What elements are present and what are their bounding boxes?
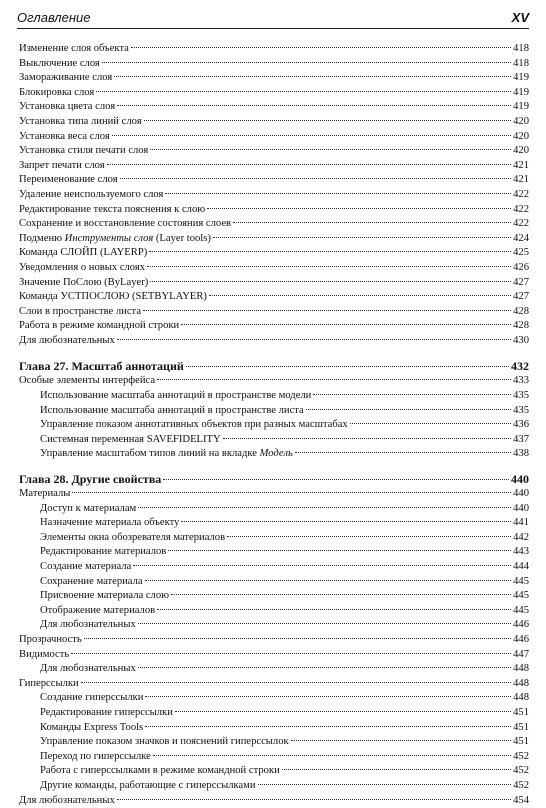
toc-entry-title: Использование масштаба аннотаций в пространстве модели xyxy=(40,389,311,404)
toc-entry[interactable] xyxy=(19,261,529,276)
toc-entry[interactable] xyxy=(19,217,529,232)
toc-entry[interactable] xyxy=(19,144,529,159)
toc-chapter-28[interactable] xyxy=(19,471,529,487)
leader-dots xyxy=(227,536,511,537)
page-number: 445 xyxy=(513,589,529,604)
toc-entry[interactable] xyxy=(19,290,529,305)
leader-dots xyxy=(181,324,511,325)
toc-entry[interactable] xyxy=(19,648,529,663)
page-number: 442 xyxy=(513,531,529,546)
toc-entry[interactable] xyxy=(19,246,529,261)
toc-entry-title: Управление показом значков и пояснений гиперссылок xyxy=(40,735,289,750)
leader-dots xyxy=(168,550,511,551)
toc-entry[interactable] xyxy=(19,618,529,633)
toc-entry-title: Сохранение и восстановление состояния слоев xyxy=(19,217,231,232)
toc-section-properties xyxy=(19,487,529,808)
toc-entry[interactable] xyxy=(19,71,529,86)
leader-dots xyxy=(120,178,512,179)
leader-dots xyxy=(150,149,511,150)
leader-dots xyxy=(258,784,512,785)
toc-entry[interactable] xyxy=(19,188,529,203)
toc-entry-title: Для любознательных xyxy=(40,662,136,677)
page-number: 435 xyxy=(513,389,529,404)
page-number: 421 xyxy=(513,173,529,188)
leader-dots xyxy=(117,105,511,106)
page-number: 445 xyxy=(513,575,529,590)
toc-entry[interactable] xyxy=(19,42,529,57)
toc-entry-title: Доступ к материалам xyxy=(40,502,136,517)
page-number: 420 xyxy=(513,130,529,145)
leader-dots xyxy=(165,193,511,194)
toc-entry-title: Переименование слоя xyxy=(19,173,118,188)
toc-entry-title: Установка типа линий слоя xyxy=(19,115,142,130)
toc-entry[interactable] xyxy=(19,447,529,462)
toc-entry[interactable] xyxy=(19,100,529,115)
toc-entry-title: Установка цвета слоя xyxy=(19,100,115,115)
page-number: 427 xyxy=(513,276,529,291)
leader-dots xyxy=(138,623,511,624)
toc-entry[interactable] xyxy=(19,502,529,517)
page-number: 427 xyxy=(513,290,529,305)
page-number: 446 xyxy=(513,618,529,633)
page-number: 420 xyxy=(513,115,529,130)
leader-dots xyxy=(138,667,511,668)
leader-dots xyxy=(282,769,511,770)
toc-entry[interactable] xyxy=(19,389,529,404)
toc-entry[interactable] xyxy=(19,203,529,218)
toc-entry-title: Создание гиперссылки xyxy=(40,691,143,706)
toc-entry[interactable] xyxy=(19,232,529,247)
toc-entry[interactable] xyxy=(19,57,529,72)
toc-entry-title: Выключение слоя xyxy=(19,57,100,72)
toc-entry-title: Видимость xyxy=(19,648,69,663)
toc-entry[interactable] xyxy=(19,159,529,174)
chapter-title: Глава 27. Масштаб аннотаций xyxy=(19,358,184,374)
toc-entry-title: Запрет печати слоя xyxy=(19,159,105,174)
page-number: 440 xyxy=(513,487,529,502)
leader-dots xyxy=(131,47,511,48)
page-number: 446 xyxy=(513,633,529,648)
page-number: 448 xyxy=(513,677,529,692)
toc-entry-title: Прозрачность xyxy=(19,633,82,648)
table-of-contents xyxy=(19,42,529,808)
page-number: 445 xyxy=(513,604,529,619)
toc-entry[interactable] xyxy=(19,545,529,560)
toc-chapter-27[interactable] xyxy=(19,358,529,374)
leader-dots xyxy=(163,479,509,480)
page-number: 428 xyxy=(513,319,529,334)
page-number: 420 xyxy=(513,144,529,159)
toc-entry-title: Элементы окна обозревателя материалов xyxy=(40,531,225,546)
toc-entry-title: Управление показом аннотативных объектов при разных масштабах xyxy=(40,418,348,433)
leader-dots xyxy=(71,653,511,654)
toc-entry-title: Уведомления о новых слоях xyxy=(19,261,145,276)
toc-entry[interactable] xyxy=(19,677,529,692)
page-number: 436 xyxy=(513,418,529,433)
toc-entry[interactable] xyxy=(19,604,529,619)
toc-entry-title: Другие команды, работающие с гиперссылками xyxy=(40,779,256,794)
page-number: 440 xyxy=(511,471,529,487)
leader-dots xyxy=(175,711,511,712)
page-number: 419 xyxy=(513,71,529,86)
leader-dots xyxy=(157,609,511,610)
page-number: 452 xyxy=(513,764,529,779)
toc-entry-title: Подменю Инструменты слоя (Layer tools) xyxy=(19,232,211,247)
toc-entry[interactable] xyxy=(19,115,529,130)
leader-dots xyxy=(209,295,511,296)
leader-dots xyxy=(107,164,512,165)
leader-dots xyxy=(117,799,511,800)
toc-entry-title: Редактирование материалов xyxy=(40,545,166,560)
leader-dots xyxy=(96,91,511,92)
toc-section-layers xyxy=(19,42,529,348)
toc-entry[interactable] xyxy=(19,721,529,736)
page-number: 448 xyxy=(513,691,529,706)
leader-dots xyxy=(291,740,511,741)
page-number: 418 xyxy=(513,57,529,72)
page-number: 437 xyxy=(513,433,529,448)
toc-entry[interactable] xyxy=(19,735,529,750)
page-number: 447 xyxy=(513,648,529,663)
toc-entry-title: Установка стиля печати слоя xyxy=(19,144,148,159)
page-number: 454 xyxy=(513,794,529,808)
page-number: 419 xyxy=(513,86,529,101)
toc-entry-title: Команды Express Tools xyxy=(40,721,143,736)
toc-entry-title: Системная переменная SAVEFIDELITY xyxy=(40,433,221,448)
toc-section-annotation xyxy=(19,374,529,462)
toc-entry[interactable] xyxy=(19,319,529,334)
toc-entry-title: Использование масштаба аннотаций в пространстве листа xyxy=(40,404,304,419)
leader-dots xyxy=(72,492,511,493)
toc-entry[interactable] xyxy=(19,130,529,145)
page-number: 428 xyxy=(513,305,529,320)
leader-dots xyxy=(143,310,511,311)
page-number: 452 xyxy=(513,779,529,794)
header-title: Оглавление xyxy=(17,10,90,25)
toc-entry[interactable] xyxy=(19,433,529,448)
page-number: 448 xyxy=(513,662,529,677)
toc-entry-title: Удаление неиспользуемого слоя xyxy=(19,188,163,203)
page-number: 432 xyxy=(511,358,529,374)
toc-entry-title: Значение ПоСлою (ByLayer) xyxy=(19,276,148,291)
toc-entry[interactable] xyxy=(19,779,529,794)
leader-dots xyxy=(171,594,511,595)
page-number: 440 xyxy=(513,502,529,517)
toc-entry[interactable] xyxy=(19,516,529,531)
leader-dots xyxy=(114,76,511,77)
toc-entry-title: Сохранение материала xyxy=(40,575,143,590)
toc-entry-title: Установка веса слоя xyxy=(19,130,110,145)
toc-entry-title: Материалы xyxy=(19,487,70,502)
leader-dots xyxy=(153,755,511,756)
page-number: 422 xyxy=(513,203,529,218)
toc-entry[interactable] xyxy=(19,633,529,648)
toc-entry-title: Гиперссылки xyxy=(19,677,79,692)
leader-dots xyxy=(145,580,512,581)
page-number: 441 xyxy=(513,516,529,531)
page-number: 444 xyxy=(513,560,529,575)
page-number: 426 xyxy=(513,261,529,276)
toc-entry[interactable] xyxy=(19,305,529,320)
toc-entry[interactable] xyxy=(19,575,529,590)
toc-entry[interactable] xyxy=(19,404,529,419)
toc-entry-title: Для любознательных xyxy=(19,794,115,808)
page-number: 435 xyxy=(513,404,529,419)
leader-dots xyxy=(144,120,512,121)
leader-dots xyxy=(133,565,511,566)
page-number: 425 xyxy=(513,246,529,261)
page-number: 452 xyxy=(513,750,529,765)
toc-entry-title: Создание материала xyxy=(40,560,131,575)
page-number: 424 xyxy=(513,232,529,247)
toc-entry-title: Команда СЛОЙП (LAYERP) xyxy=(19,246,147,261)
toc-entry[interactable] xyxy=(19,691,529,706)
leader-dots xyxy=(147,266,511,267)
leader-dots xyxy=(207,208,511,209)
toc-entry[interactable] xyxy=(19,531,529,546)
page-number: 443 xyxy=(513,545,529,560)
page-number: 421 xyxy=(513,159,529,174)
page-number: 451 xyxy=(513,706,529,721)
toc-entry-title: Особые элементы интерфейса xyxy=(19,374,155,389)
toc-entry[interactable] xyxy=(19,706,529,721)
leader-dots xyxy=(186,366,509,367)
page-number: 430 xyxy=(513,334,529,349)
toc-entry-title: Работа в режиме командной строки xyxy=(19,319,179,334)
toc-entry-title: Слои в пространстве листа xyxy=(19,305,141,320)
chapter-title: Глава 28. Другие свойства xyxy=(19,471,161,487)
toc-entry[interactable] xyxy=(19,764,529,779)
leader-dots xyxy=(350,423,511,424)
page-number: 451 xyxy=(513,721,529,736)
leader-dots xyxy=(306,409,511,410)
leader-dots xyxy=(157,379,511,380)
leader-dots xyxy=(213,237,511,238)
toc-entry-title: Редактирование текста пояснения к слою xyxy=(19,203,205,218)
leader-dots xyxy=(145,696,511,697)
toc-entry-title: Работа с гиперссылками в режиме командной строки xyxy=(40,764,280,779)
page-number: 433 xyxy=(513,374,529,389)
toc-entry-title: Блокировка слоя xyxy=(19,86,94,101)
page-number-roman: XV xyxy=(512,10,529,25)
toc-entry[interactable] xyxy=(19,418,529,433)
toc-entry[interactable] xyxy=(19,334,529,349)
toc-entry-title: Присвоение материала слою xyxy=(40,589,169,604)
leader-dots xyxy=(149,251,511,252)
toc-entry-title: Для любознательных xyxy=(19,334,115,349)
page-number: 418 xyxy=(513,42,529,57)
toc-entry-title: Замораживание слоя xyxy=(19,71,112,86)
toc-entry[interactable] xyxy=(19,276,529,291)
page-number: 422 xyxy=(513,217,529,232)
leader-dots xyxy=(150,281,511,282)
leader-dots xyxy=(138,507,511,508)
toc-entry[interactable] xyxy=(19,173,529,188)
running-header xyxy=(17,8,529,29)
leader-dots xyxy=(117,339,511,340)
toc-entry-title: Для любознательных xyxy=(40,618,136,633)
toc-entry[interactable] xyxy=(19,662,529,677)
leader-dots xyxy=(181,521,511,522)
leader-dots xyxy=(112,135,511,136)
leader-dots xyxy=(81,682,511,683)
toc-entry[interactable] xyxy=(19,374,529,389)
page-number: 451 xyxy=(513,735,529,750)
toc-entry-title: Управление масштабом типов линий на вкладке Модель xyxy=(40,447,293,462)
leader-dots xyxy=(295,452,511,453)
leader-dots xyxy=(84,638,511,639)
toc-entry[interactable] xyxy=(19,560,529,575)
toc-entry-title: Переход по гиперссылке xyxy=(40,750,151,765)
leader-dots xyxy=(233,222,511,223)
toc-entry-title: Редактирование гиперссылки xyxy=(40,706,173,721)
page-number: 419 xyxy=(513,100,529,115)
toc-entry-title: Назначение материала объекту xyxy=(40,516,179,531)
leader-dots xyxy=(223,438,511,439)
toc-entry[interactable] xyxy=(19,487,529,502)
toc-entry[interactable] xyxy=(19,86,529,101)
toc-entry-title: Команда УСТПОСЛОЮ (SETBYLAYER) xyxy=(19,290,207,305)
toc-entry-title: Изменение слоя объекта xyxy=(19,42,129,57)
leader-dots xyxy=(145,726,511,727)
toc-entry[interactable] xyxy=(19,589,529,604)
page-number: 422 xyxy=(513,188,529,203)
leader-dots xyxy=(313,394,511,395)
page-number: 438 xyxy=(513,447,529,462)
toc-entry[interactable] xyxy=(19,750,529,765)
leader-dots xyxy=(102,62,511,63)
toc-entry[interactable] xyxy=(19,794,529,808)
toc-entry-title: Отображение материалов xyxy=(40,604,155,619)
